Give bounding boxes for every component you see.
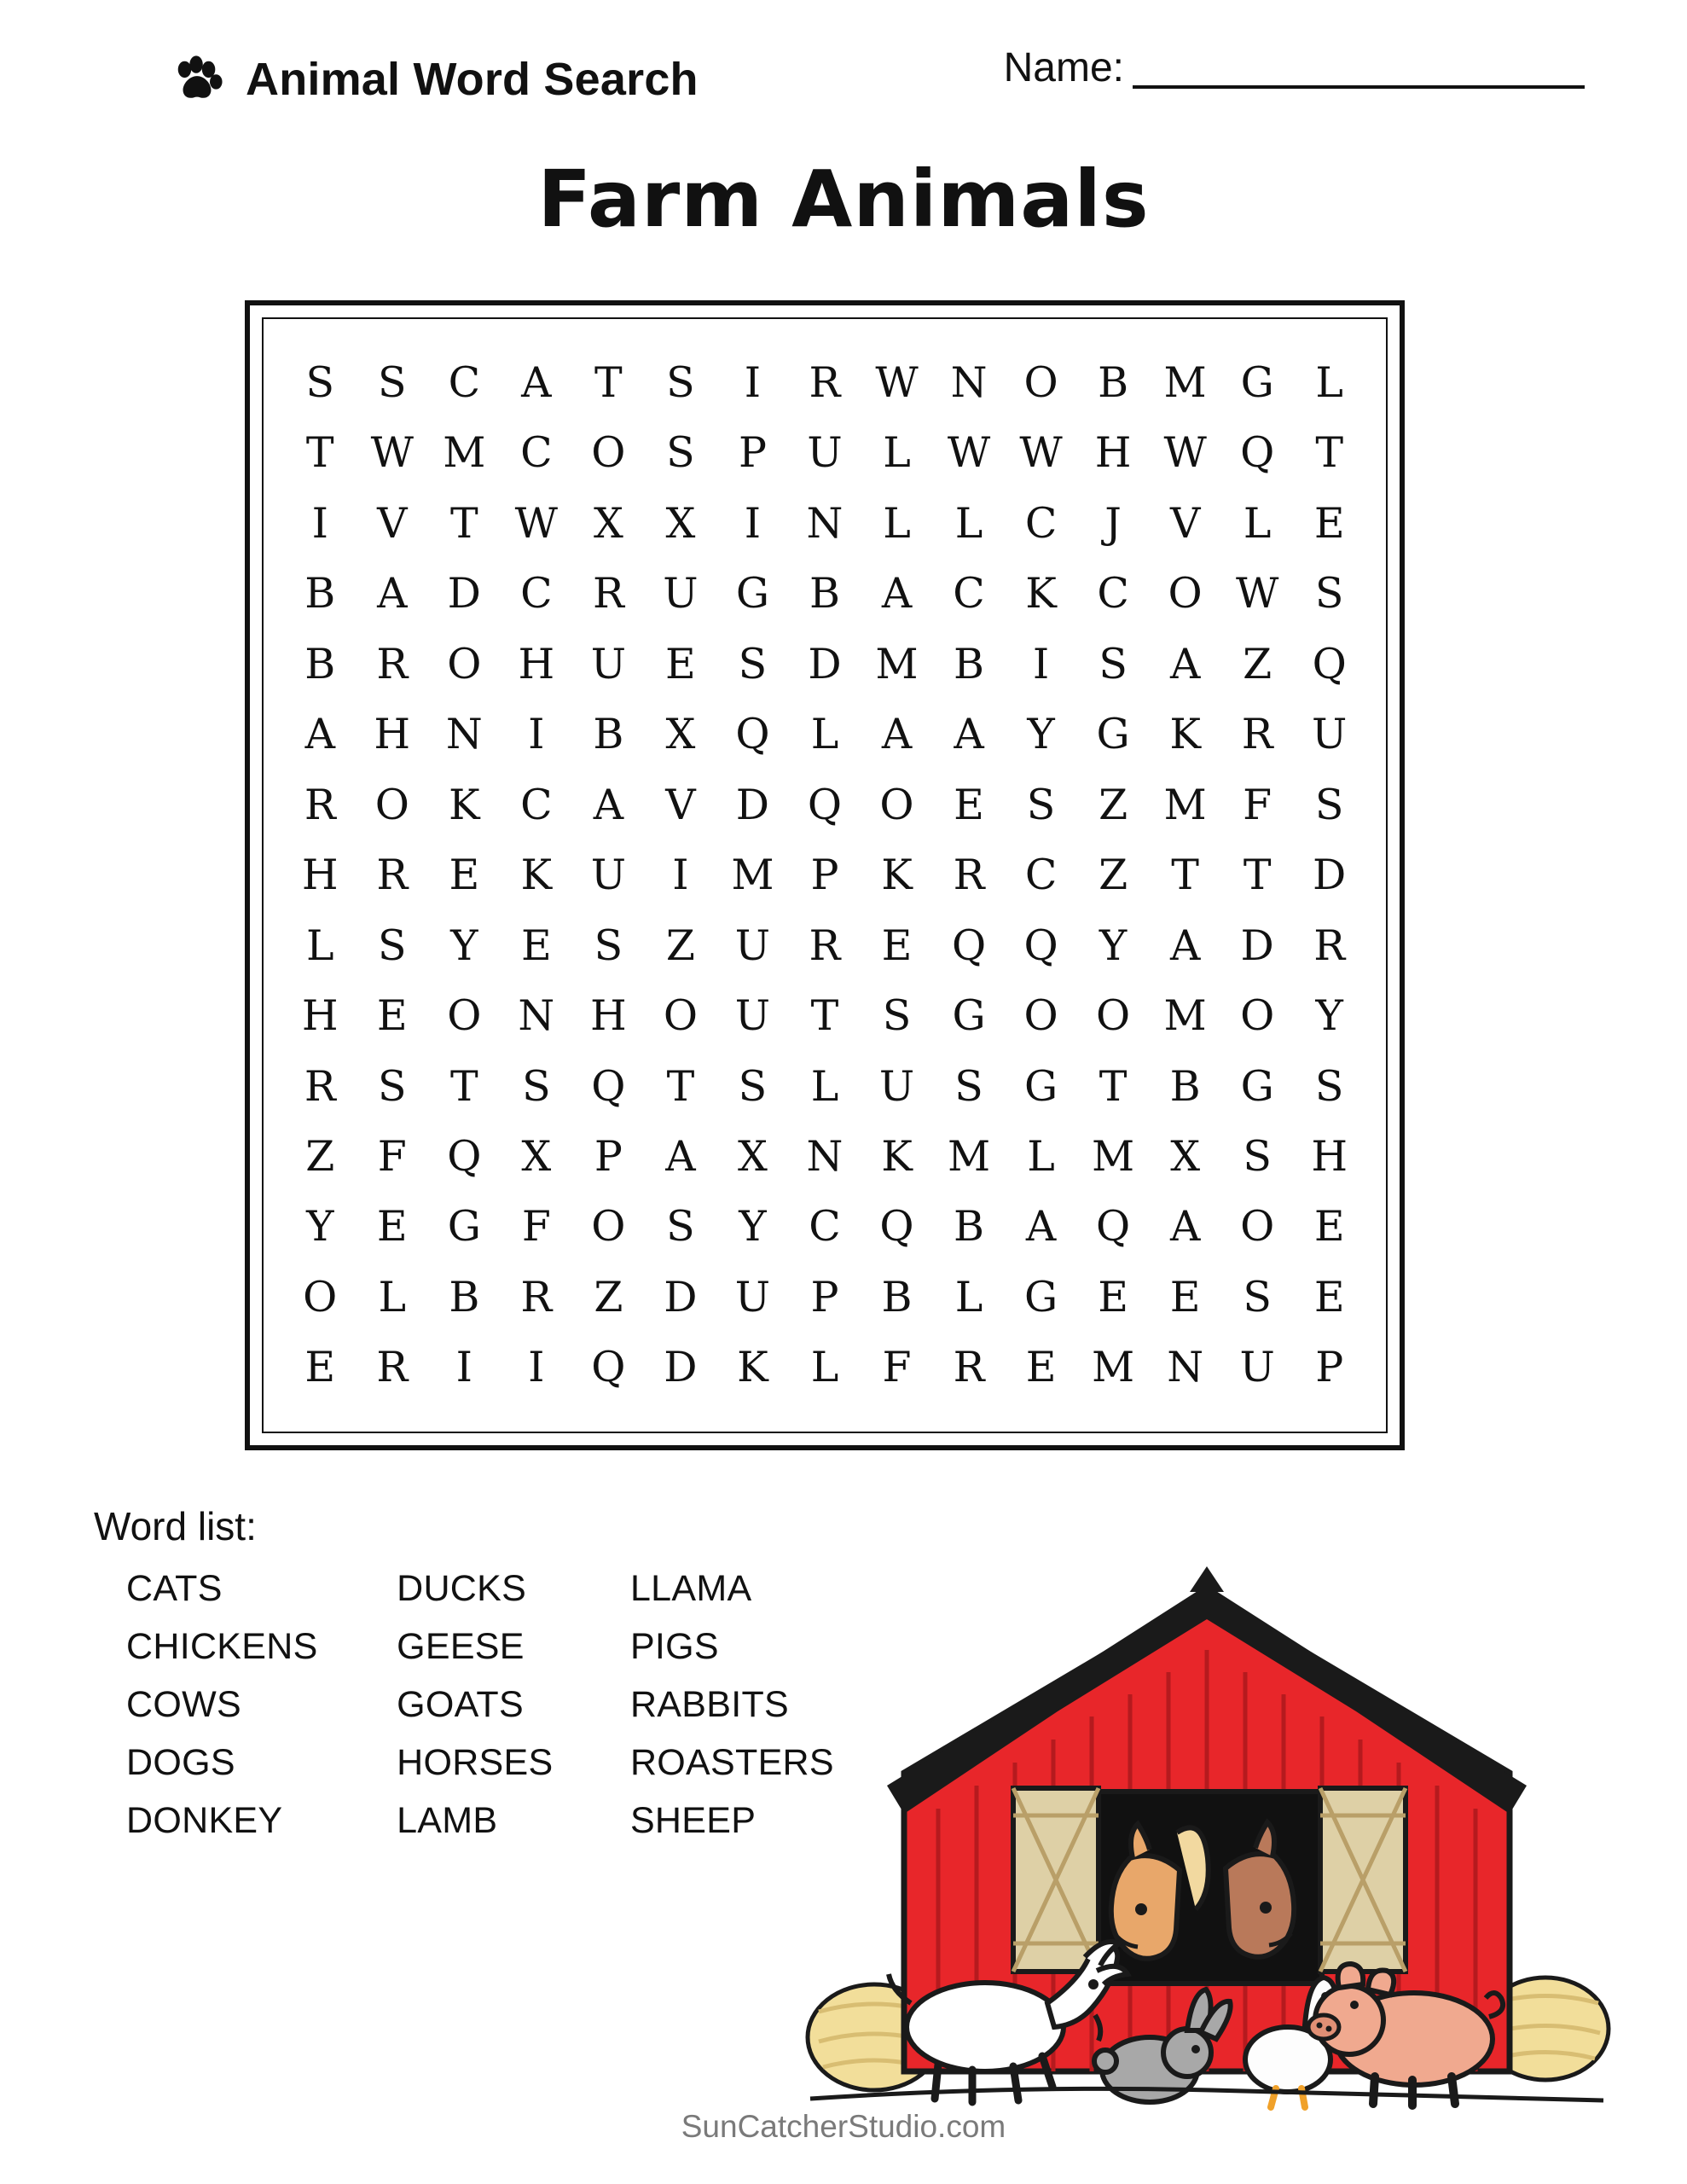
grid-cell[interactable]: S [1026,780,1056,829]
ground-line [810,2088,1603,2100]
grid-cell[interactable]: L [1243,498,1272,548]
grid-cell[interactable]: R [953,1343,985,1392]
grid-cell[interactable]: F [377,1132,407,1181]
grid-cell[interactable]: F [882,1343,912,1392]
grid-cell[interactable]: W [1235,569,1279,619]
grid-cell[interactable]: P [810,851,839,900]
grid-cell[interactable]: I [455,1343,472,1392]
grid-cell[interactable]: S [666,428,695,478]
grid-cell[interactable]: Q [807,780,843,829]
grid-cell[interactable]: U [663,569,699,619]
grid-cell[interactable]: M [875,639,919,688]
grid-cell[interactable]: A [1025,1202,1057,1252]
grid-cell[interactable]: R [1241,710,1273,759]
grid-row [284,498,1365,548]
grid-cell[interactable]: D [447,569,481,619]
grid-cell[interactable]: J [1104,498,1122,548]
grid-cell[interactable]: N [1167,1343,1204,1392]
grid-cell[interactable]: A [377,569,408,619]
grid-cell[interactable]: O [663,991,698,1041]
grid-cell[interactable]: H [590,991,627,1041]
grid-cell[interactable]: R [809,358,841,408]
grid-cell[interactable]: K [449,780,480,829]
grid-cell[interactable]: G [1240,1061,1274,1111]
grid-cell[interactable]: S [1314,780,1344,829]
word-list-item[interactable]: DOGS [126,1741,235,1783]
grid-cell[interactable]: Q [591,1061,626,1111]
grid-cell[interactable]: E [1313,498,1345,548]
grid-cell[interactable]: T [1171,851,1199,900]
grid-cell[interactable]: E [520,921,552,970]
grid-cell[interactable]: B [1098,358,1129,408]
grid-cell[interactable]: P [1315,1343,1344,1392]
grid-row [284,1132,1365,1181]
grid-cell[interactable]: Z [1243,639,1272,688]
grid-cell[interactable]: H [374,710,411,759]
grid-cell[interactable]: L [954,1272,983,1321]
grid-cell[interactable]: K [520,851,553,900]
grid-cell[interactable]: K [737,1343,768,1392]
grid-cell[interactable]: H [1311,1132,1348,1181]
grid-cell[interactable]: S [378,358,407,408]
grid-cell[interactable]: O [591,428,626,478]
grid-cell[interactable]: G [1240,358,1274,408]
grid-cell[interactable]: O [1023,358,1058,408]
grid-cell[interactable]: K [881,851,913,900]
grid-cell[interactable]: W [1019,428,1063,478]
grid-cell[interactable]: S [378,921,407,970]
grid-cell[interactable]: C [520,569,553,619]
grid-cell[interactable]: A [665,1132,696,1181]
grid-cell[interactable]: E [881,921,913,970]
grid-cell[interactable]: G [1096,710,1130,759]
word-list [126,1560,860,1850]
grid-cell[interactable]: O [1240,991,1275,1041]
word-list-item[interactable]: DUCKS [397,1567,527,1609]
grid-cell[interactable]: Y [1027,710,1055,759]
grid-cell[interactable]: C [1024,498,1058,548]
grid-cell[interactable]: I [1032,639,1050,688]
page-header [171,41,1585,118]
grid-cell[interactable]: D [1240,921,1274,970]
grid-cell[interactable]: L [883,428,911,478]
grid-cell[interactable]: O [1240,1202,1275,1252]
grid-cell[interactable]: B [1169,1061,1201,1111]
grid-cell[interactable]: A [521,358,552,408]
word-list-heading: Word list: [94,1504,257,1548]
grid-cell[interactable]: W [1163,428,1207,478]
grid-cell[interactable]: S [1314,569,1344,619]
grid-cell[interactable]: L [810,1061,839,1111]
grid-cell[interactable]: E [376,991,408,1041]
grid-cell[interactable]: T [1243,851,1272,900]
grid-cell[interactable]: C [1097,569,1129,619]
name-label: Name: [1003,45,1124,90]
grid-cell[interactable]: B [954,1202,985,1252]
grid-cell[interactable]: Q [1023,921,1058,970]
grid-cell[interactable]: R [953,851,985,900]
grid-cell[interactable]: I [528,710,545,759]
word-search-grid [245,300,1405,1450]
word-list-item[interactable]: RABBITS [629,1683,790,1725]
grid-cell[interactable]: T [666,1061,695,1111]
grid-cell[interactable]: D [808,639,842,688]
grid-cell[interactable]: S [305,358,335,408]
grid-cell[interactable]: P [738,428,767,478]
grid-cell[interactable]: X [738,1132,768,1181]
grid-cell[interactable]: X [521,1132,552,1181]
grid-cell[interactable]: M [1092,1343,1135,1392]
grid-cell[interactable]: M [947,1132,991,1181]
grid-cell[interactable]: B [593,710,624,759]
grid-cell[interactable]: H [518,639,555,688]
grid-cell[interactable]: S [594,921,623,970]
grid-cell[interactable]: R [520,1272,553,1321]
grid-cell[interactable]: F [1243,780,1272,829]
grid-cell[interactable]: E [376,1202,408,1252]
word-list-row [126,1560,860,1618]
grid-row [284,851,1365,900]
name-field-group [1003,45,1585,90]
grid-cell[interactable]: E [1169,1272,1201,1321]
page-title: Animal Word Search [246,54,699,105]
grid-cell[interactable]: A [954,710,984,759]
grid-cell[interactable]: B [449,1272,480,1321]
grid-cell[interactable]: O [591,1202,626,1252]
grid-cell[interactable]: P [594,1132,623,1181]
grid-cell[interactable]: P [810,1272,839,1321]
footer-credit: SunCatcherStudio.com [681,2109,1006,2144]
word-list-item[interactable]: GOATS [397,1683,524,1725]
grid-cell[interactable]: Y [306,1202,334,1252]
grid-row [284,991,1365,1041]
farm-barn-animals-illustration [802,1491,1612,2123]
word-list-item[interactable]: SHEEP [629,1799,757,1841]
grid-row [284,780,1365,829]
grid-cell[interactable]: Q [735,710,770,759]
grid-cell[interactable]: U [807,428,843,478]
grid-cell[interactable]: X [1170,1132,1201,1181]
grid-cell[interactable]: C [520,428,553,478]
grid-row [284,569,1365,619]
grid-cell[interactable]: W [947,428,991,478]
grid-cell[interactable]: G [1024,1061,1058,1111]
grid-cell[interactable]: C [809,1202,841,1252]
grid-cell[interactable]: Q [951,921,987,970]
grid-cell[interactable]: U [734,991,771,1041]
grid-cell[interactable]: X [593,498,623,548]
word-list-item[interactable]: CATS [126,1567,223,1609]
grid-cell[interactable]: G [952,991,986,1041]
word-list-item[interactable]: LAMB [397,1799,498,1841]
grid-cell[interactable]: U [878,1061,915,1111]
grid-cell[interactable]: X [665,710,696,759]
grid-cell[interactable]: Z [305,1132,335,1181]
grid-cell[interactable]: S [738,639,768,688]
grid-cell[interactable]: Y [1315,991,1343,1041]
grid-cell[interactable]: H [301,851,339,900]
grid-cell[interactable]: B [304,639,336,688]
grid-cell[interactable]: Q [1096,1202,1131,1252]
grid-cell[interactable]: Y [1099,921,1128,970]
grid-cell[interactable]: U [734,1272,771,1321]
grid-cell[interactable]: F [521,1202,551,1252]
grid-cell[interactable]: A [304,710,335,759]
grid-cell[interactable]: S [1314,1061,1344,1111]
grid-cell[interactable]: U [590,639,627,688]
grid-cell[interactable]: Q [447,1132,482,1181]
grid-cell[interactable]: O [1096,991,1131,1041]
grid-cell[interactable]: U [1239,1343,1275,1392]
grid-cell[interactable]: Q [1240,428,1275,478]
grid-cell[interactable]: Z [1099,851,1128,900]
grid-cell[interactable]: V [1169,498,1201,548]
grid-cell[interactable]: U [734,921,771,970]
grid-cell[interactable]: O [447,639,482,688]
grid-cell[interactable]: C [953,569,985,619]
word-list-row [126,1618,860,1676]
grid-cell[interactable]: X [665,498,696,548]
grid-cell[interactable]: Q [591,1343,626,1392]
grid-row [284,1343,1365,1392]
grid-row [284,1272,1365,1321]
grid-cell[interactable]: S [522,1061,551,1111]
grid-row [284,921,1365,970]
grid-cell[interactable]: N [518,991,555,1041]
grid-cell[interactable]: O [1168,569,1203,619]
grid-cell[interactable]: E [1098,1272,1128,1321]
grid-cell[interactable]: C [520,780,553,829]
grid-cell[interactable]: S [666,1202,695,1252]
word-list-row [126,1734,860,1792]
grid-cell[interactable]: E [1025,1343,1057,1392]
grid-cell[interactable]: A [1169,639,1201,688]
grid-cell[interactable]: S [954,1061,983,1111]
grid-cell[interactable]: H [1094,428,1132,478]
word-list-item[interactable]: DONKEY [126,1799,283,1841]
grid-cell[interactable]: Q [879,1202,914,1252]
word-list-item[interactable]: ROASTERS [629,1741,834,1783]
grid-cell[interactable]: V [377,498,408,548]
barn-door-left [1013,1788,1099,1972]
grid-cell[interactable]: S [738,1061,768,1111]
grid-cell[interactable]: Q [1312,639,1347,688]
grid-cell[interactable]: M [1163,780,1207,829]
grid-cell[interactable]: N [806,1132,844,1181]
grid-cell[interactable]: O [447,991,482,1041]
word-list-item[interactable]: GEESE [397,1625,525,1667]
grid-cell[interactable]: T [449,498,478,548]
grid-cell[interactable]: L [378,1272,407,1321]
grid-cell[interactable]: W [370,428,414,478]
grid-cell[interactable]: H [301,991,339,1041]
grid-cell[interactable]: M [1163,991,1207,1041]
grid-cell[interactable]: B [954,639,985,688]
grid-cell[interactable]: I [311,498,328,548]
grid-cell[interactable]: E [449,851,480,900]
grid-cell[interactable]: O [374,780,409,829]
barn-door-right [1320,1788,1406,1972]
grid-cell[interactable]: L [1027,1132,1055,1181]
grid-cell[interactable]: N [950,358,988,408]
grid-row [284,639,1365,688]
word-list-item[interactable]: COWS [126,1683,241,1725]
grid-cell[interactable]: K [881,1132,913,1181]
grid-cell[interactable]: R [376,1343,409,1392]
grid-cell[interactable]: R [376,639,409,688]
grid-cell[interactable]: M [1092,1132,1135,1181]
grid-cell[interactable]: S [378,1061,407,1111]
grid-cell[interactable]: R [1313,921,1346,970]
grid-cell[interactable]: M [1163,358,1207,408]
grid-cell[interactable]: M [443,428,486,478]
grid-cell[interactable]: S [666,358,695,408]
grid-cell[interactable]: R [376,851,409,900]
grid-cell[interactable]: E [1313,1202,1345,1252]
grid-cell[interactable]: W [875,358,919,408]
grid-cell[interactable]: R [304,1061,336,1111]
grid-cell[interactable]: L [883,498,911,548]
grid-cell[interactable]: E [304,1343,336,1392]
grid-cell[interactable]: A [593,780,624,829]
grid-cell[interactable]: W [514,498,559,548]
grid-cell[interactable]: L [810,1343,839,1392]
grid-cell[interactable]: B [809,569,840,619]
grid-row [284,358,1365,408]
grid-cell[interactable]: S [1243,1272,1272,1321]
grid-cell[interactable]: A [881,569,913,619]
word-list-item[interactable]: HORSES [397,1741,554,1783]
word-list-item[interactable]: PIGS [629,1625,719,1667]
word-search-grid-inner [262,317,1388,1433]
grid-cell[interactable]: S [1243,1132,1272,1181]
grid-cell[interactable]: M [731,851,774,900]
grid-cell[interactable]: C [1024,851,1058,900]
paw-icon [171,53,223,106]
grid-cell[interactable]: K [1169,710,1201,759]
name-input-line[interactable] [1133,48,1585,89]
grid-cell[interactable]: Z [1099,780,1128,829]
grid-cell[interactable]: D [735,780,770,829]
grid-cell[interactable]: G [1024,1272,1058,1321]
grid-cell[interactable]: T [305,428,334,478]
word-list-item[interactable]: CHICKENS [126,1625,318,1667]
grid-cell[interactable]: L [305,921,334,970]
grid-cell[interactable]: V [665,780,696,829]
grid-cell[interactable]: I [744,358,762,408]
grid-cell[interactable]: Z [665,921,695,970]
grid-cell[interactable]: D [664,1343,698,1392]
grid-cell[interactable]: T [810,991,839,1041]
grid-cell[interactable]: C [448,358,481,408]
grid-cell[interactable]: E [665,639,696,688]
grid-cell[interactable]: L [1315,358,1343,408]
grid-cell[interactable]: G [735,569,770,619]
grid-cell[interactable]: A [1169,921,1201,970]
grid-cell[interactable]: E [1313,1272,1345,1321]
grid-cell[interactable]: D [664,1272,698,1321]
grid-cell[interactable]: K [1025,569,1057,619]
grid-row [284,1061,1365,1111]
grid-cell[interactable]: Z [594,1272,623,1321]
grid-cell[interactable]: B [881,1272,913,1321]
grid-cell[interactable]: O [1023,991,1058,1041]
grid-cell[interactable]: T [1315,428,1344,478]
grid-cell[interactable]: R [809,921,841,970]
grid-cell[interactable]: Y [739,1202,767,1252]
grid-cell[interactable]: O [303,1272,338,1321]
grid-cell[interactable]: I [672,851,689,900]
grid-cell[interactable]: L [954,498,983,548]
word-list-item[interactable]: LLAMA [629,1567,752,1609]
grid-cell[interactable]: T [449,1061,478,1111]
grid-cell[interactable]: B [304,569,336,619]
grid-cell[interactable]: R [304,780,336,829]
grid-cell[interactable]: D [1313,851,1347,900]
grid-cell[interactable]: T [594,358,623,408]
grid-cell[interactable]: N [445,710,483,759]
grid-cell[interactable]: G [447,1202,481,1252]
grid-cell[interactable]: L [810,710,839,759]
grid-cell[interactable]: A [881,710,913,759]
grid-cell[interactable]: S [1099,639,1128,688]
grid-cell[interactable]: T [1099,1061,1128,1111]
grid-cell[interactable]: S [882,991,912,1041]
grid-row [284,710,1365,759]
word-list-row [126,1676,860,1734]
grid-cell[interactable]: E [954,780,984,829]
puzzle-title: Farm Animals [537,154,1150,245]
grid-row [284,1202,1365,1252]
grid-cell[interactable]: U [1312,710,1348,759]
word-list-row [126,1792,860,1850]
grid-cell[interactable]: Y [450,921,478,970]
grid-cell[interactable]: U [590,851,627,900]
grid-cell[interactable]: A [1169,1202,1201,1252]
grid-cell[interactable]: I [744,498,762,548]
grid-cell[interactable]: R [592,569,624,619]
grid-cell[interactable]: I [528,1343,545,1392]
grid-cell[interactable]: N [806,498,844,548]
grid-cell[interactable]: O [879,780,914,829]
grid-row [284,428,1365,478]
